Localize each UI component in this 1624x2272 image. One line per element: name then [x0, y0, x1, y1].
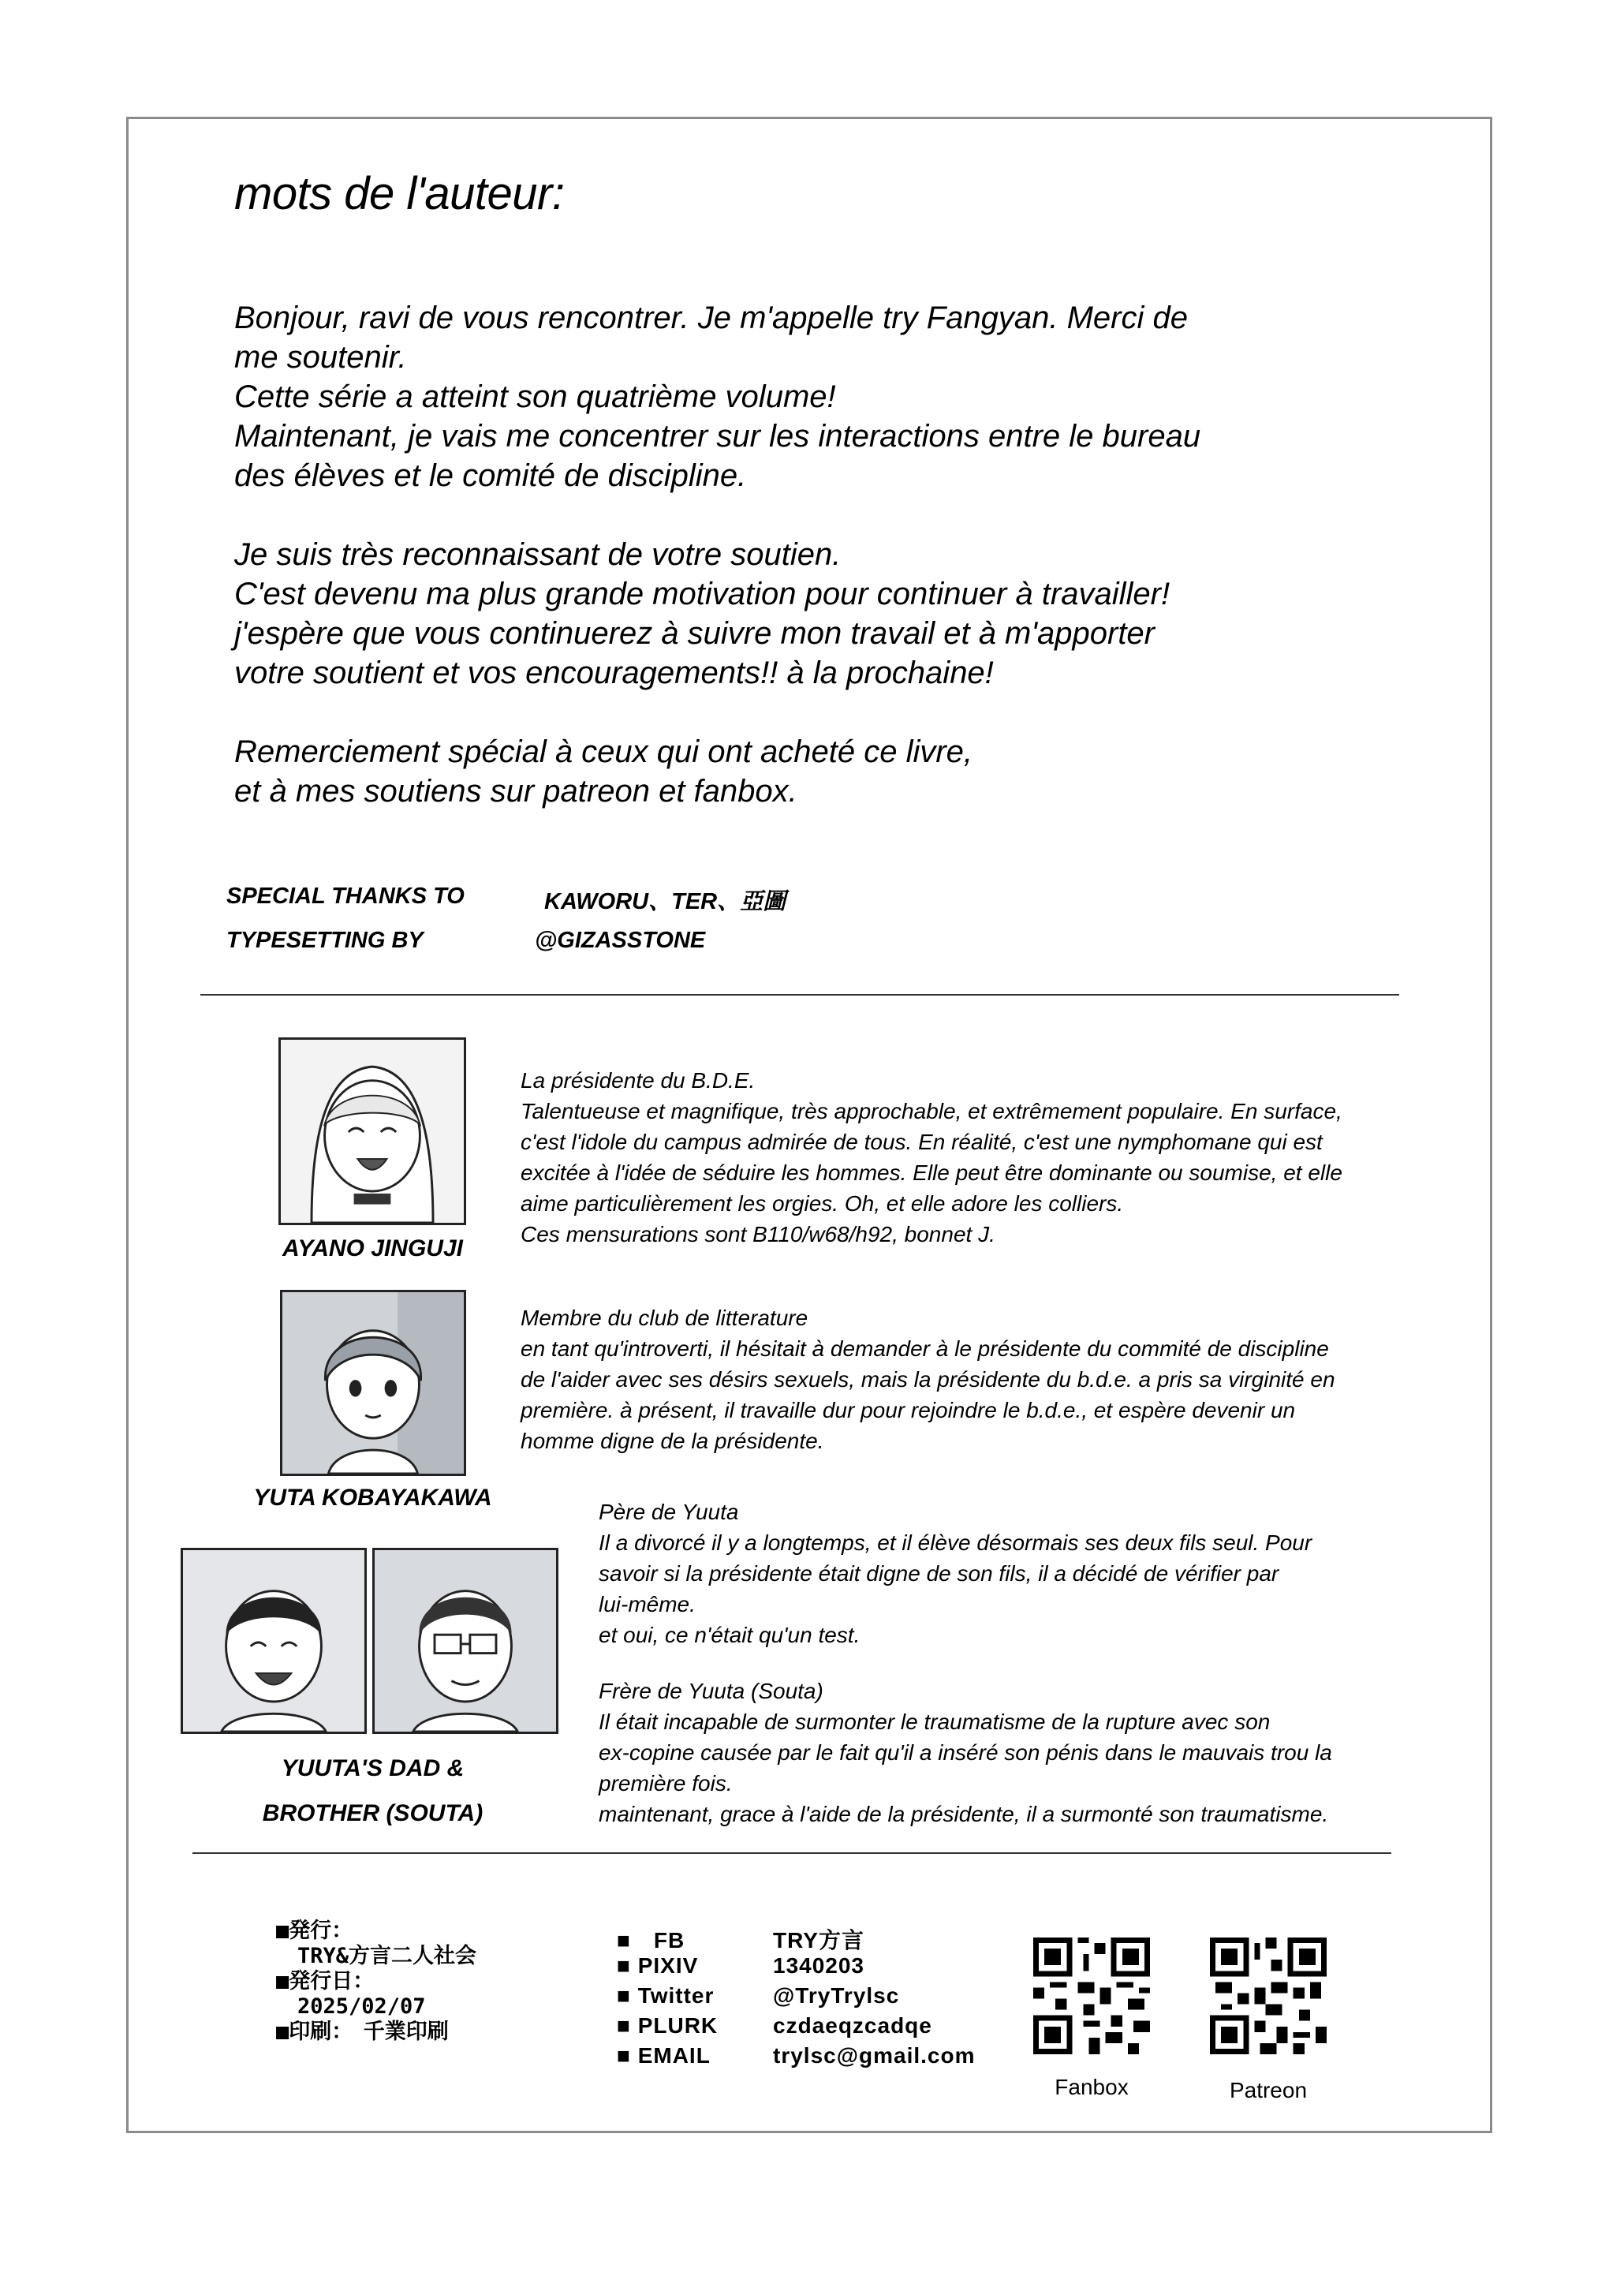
description-line: ex-copine causée par le fait qu'il a inséré son pénis dans le mauvais trou la	[599, 1740, 1332, 1765]
description-line: lui-même.	[599, 1592, 696, 1616]
intro-line: C'est devenu ma plus grande motivation pour continuer à travailler!	[234, 577, 1170, 611]
ayano-description	[521, 1065, 1342, 1250]
yuta-portrait	[280, 1290, 466, 1476]
intro-paragraph-3	[234, 732, 1291, 811]
publication-line: ■発行：	[276, 1919, 353, 1943]
brother-description	[599, 1676, 1332, 1829]
description-line: c'est l'idole du campus admirée de tous. En réalité, c'est une nymphomane qui est	[521, 1130, 1323, 1154]
description-line: première. à présent, il travaille dur pour rejoindre le b.d.e., et espère devenir un	[521, 1398, 1296, 1422]
patreon-qr-code-icon	[1210, 1938, 1327, 2054]
description-line: Frère de Yuuta (Souta)	[599, 1679, 823, 1703]
contact-value: 1340203	[773, 1953, 865, 1978]
contact-label: ■ PLURK	[617, 2013, 719, 2038]
description-line: homme digne de la présidente.	[521, 1429, 824, 1453]
description-line: La présidente du B.D.E.	[521, 1068, 756, 1093]
intro-line: Remerciement spécial à ceux qui ont acheté ce livre,	[234, 734, 973, 769]
contact-value: TRY方言	[773, 1928, 864, 1952]
fanbox-qr-code-icon	[1033, 1938, 1150, 2054]
publication-line: TRY&方言二人社会	[276, 1944, 477, 1968]
divider-bottom	[192, 1852, 1391, 1854]
intro-line: j'espère que vous continuerez à suivre mon travail et à m'apporter	[234, 616, 1155, 651]
contact-label: ■ Twitter	[617, 1983, 715, 2008]
dad-description	[599, 1497, 1312, 1650]
description-line: Il était incapable de surmonter le traumatisme de la rupture avec son	[599, 1710, 1271, 1734]
ayano-portrait	[278, 1037, 466, 1225]
description-line: de l'aider avec ses désirs sexuels, mais la présidente du b.d.e. a pris sa virginité en	[521, 1367, 1335, 1392]
author-message	[234, 298, 1291, 850]
yuta-description	[521, 1302, 1335, 1456]
intro-line: Bonjour, ravi de vous rencontrer. Je m'appelle try Fangyan. Merci de	[234, 301, 1188, 335]
description-line: Père de Yuuta	[599, 1500, 739, 1524]
contact-label: ■ EMAIL	[617, 2043, 711, 2068]
intro-paragraph-2	[234, 535, 1291, 693]
family-name-line-2: BROTHER (SOUTA)	[262, 1800, 483, 1826]
contact-value: trylsc@gmail.com	[773, 2043, 976, 2068]
yuta-name: YUTA KOBAYAKAWA	[253, 1485, 492, 1511]
contact-value: czdaeqzcadqe	[773, 2013, 932, 2038]
fanbox-label: Fanbox	[1055, 2075, 1129, 2099]
dad-portrait	[181, 1548, 367, 1734]
intro-line: des élèves et le comité de discipline.	[234, 458, 747, 493]
description-line: maintenant, grace à l'aide de la présidente, il a surmonté son traumatisme.	[599, 1802, 1329, 1826]
description-line: aime particulièrement les orgies. Oh, et elle adore les colliers.	[521, 1191, 1124, 1216]
intro-line: et à mes soutiens sur patreon et fanbox.	[234, 774, 797, 809]
page-title: mots de l'auteur:	[234, 168, 565, 219]
intro-paragraph-1	[234, 298, 1291, 495]
typesetting-value: @GIZASSTONE	[535, 928, 706, 953]
intro-line: Maintenant, je vais me concentrer sur les interactions entre le bureau	[234, 419, 1201, 454]
ayano-name: AYANO JINGUJI	[282, 1235, 463, 1261]
contact-value: @TryTrylsc	[773, 1983, 900, 2008]
intro-line: Je suis très reconnaissant de votre soutien.	[234, 537, 842, 572]
publication-line: 2025/02/07	[276, 1994, 426, 2019]
description-line: savoir si la présidente était digne de son fils, il a décidé de vérifier par	[599, 1561, 1279, 1586]
contact-label: ■ FB	[617, 1928, 685, 1952]
description-line: Il a divorcé il y a longtemps, et il élève désormais ses deux fils seul. Pour	[599, 1530, 1312, 1555]
divider-top	[200, 994, 1399, 996]
intro-line: Cette série a atteint son quatrième volume!	[234, 379, 836, 414]
description-line: Membre du club de litterature	[521, 1306, 808, 1330]
description-line: et oui, ce n'était qu'un test.	[599, 1623, 861, 1647]
special-thanks-value: KAWORU、TER、亞圖	[544, 889, 786, 914]
publication-line: ■発行日：	[276, 1969, 375, 1994]
intro-line: votre soutient et vos encouragements!! à la prochaine!	[234, 656, 994, 690]
description-line: première fois.	[599, 1771, 733, 1796]
description-line: en tant qu'introverti, il hésitait à demander à le présidente du commité de discipline	[521, 1336, 1329, 1361]
description-line: excitée à l'idée de séduire les hommes. Elle peut être dominante ou soumise, et elle	[521, 1160, 1342, 1185]
family-name-line-1: YUUTA'S DAD &	[281, 1755, 465, 1781]
contact-label: ■ PIXIV	[617, 1953, 699, 1978]
special-thanks-label: SPECIAL THANKS TO	[226, 884, 465, 909]
patreon-label: Patreon	[1229, 2078, 1308, 2102]
publication-line: ■印刷： 千業印刷	[276, 2020, 449, 2044]
description-line: Ces mensurations sont B110/w68/h92, bonnet J.	[521, 1222, 995, 1246]
intro-line: me soutenir.	[234, 340, 407, 375]
publication-info	[276, 1919, 476, 2045]
description-line: Talentueuse et magnifique, très approchable, et extrêmement populaire. En surface,	[521, 1099, 1342, 1123]
brother-portrait	[372, 1548, 558, 1734]
typesetting-label: TYPESETTING BY	[226, 928, 424, 953]
